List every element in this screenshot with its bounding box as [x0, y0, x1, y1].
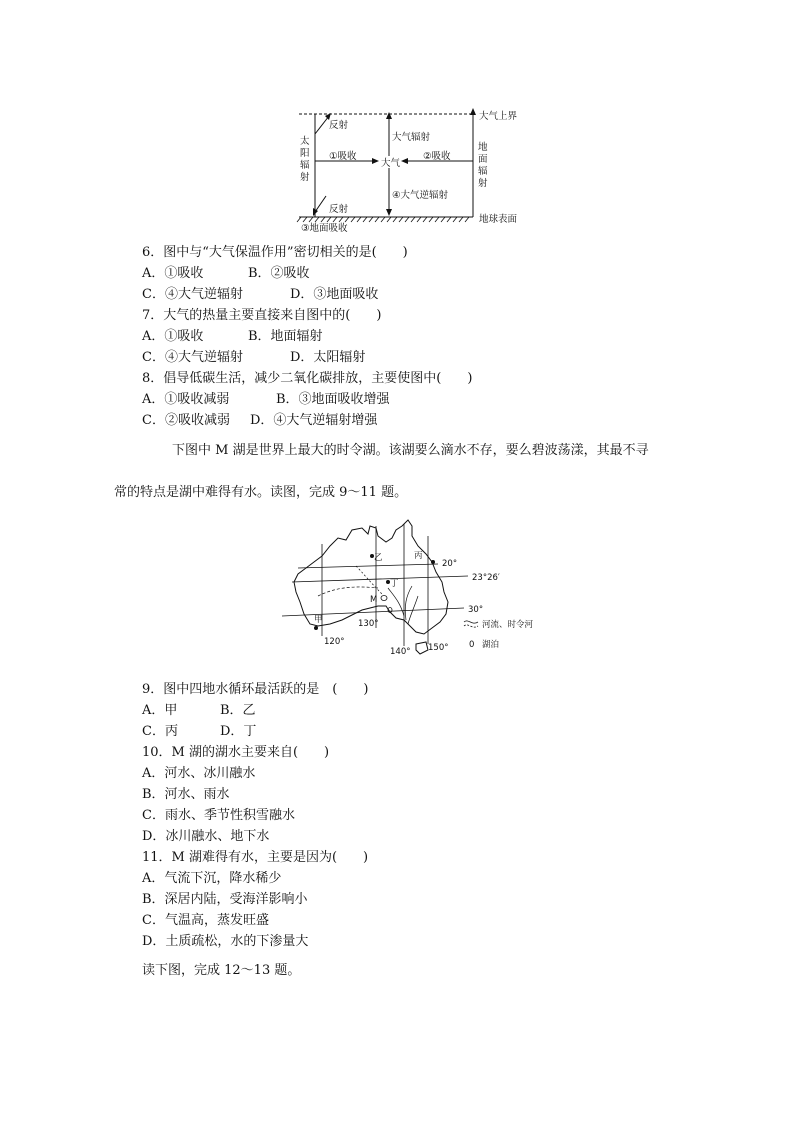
q7-option-a: A．①吸收	[142, 329, 204, 344]
q11-option-c: C．气温高，蒸发旺盛	[142, 913, 269, 928]
counter-radiation-label: ④大气逆辐射	[392, 190, 449, 201]
outro-text: 读下图，完成 12～13 题。	[142, 963, 301, 978]
q8-option-d: D．④大气逆辐射增强	[250, 413, 378, 428]
q6-option-c: C．④大气逆辐射	[142, 287, 243, 302]
legend-lake-symbol: 0	[469, 640, 475, 650]
point-jia-label: 甲	[314, 615, 323, 625]
atmosphere-diagram	[295, 104, 535, 234]
ground-char-4: 射	[478, 178, 488, 189]
q7-option-c: C．④大气逆辐射	[142, 350, 243, 365]
lat-2326-label: 23°26′	[472, 573, 500, 583]
q9-option-d: D．丁	[220, 724, 257, 739]
lat-20-label: 20°	[442, 559, 458, 569]
q10-option-c: C．雨水、季节性积雪融水	[142, 808, 295, 823]
australia-map	[278, 516, 540, 658]
point-yi-label: 乙	[374, 553, 383, 563]
q6-option-d: D．③地面吸收	[290, 287, 379, 302]
q8-option-c: C．②吸收减弱	[142, 413, 230, 428]
q9-option-a: A．甲	[142, 703, 178, 718]
center-atm-label: 大气	[381, 158, 401, 169]
lon-120-label: 120°	[324, 637, 345, 647]
absorb1-label: ①吸收	[329, 151, 357, 162]
ground-char-3: 辐	[478, 166, 488, 177]
q8-stem: 8．倡导低碳生活，减少二氧化碳排放，主要使图中( )	[142, 371, 473, 386]
q6-option-a: A．①吸收	[142, 266, 204, 281]
lat-30-label: 30°	[468, 605, 484, 615]
q9-option-c: C．丙	[142, 724, 178, 739]
solar-char-2: 阳	[300, 148, 310, 159]
legend-lake-label: 湖泊	[482, 640, 500, 650]
point-bing-label: 丙	[414, 551, 423, 561]
lon-150-label: 150°	[428, 643, 449, 653]
q6-option-b: B．②吸收	[248, 266, 310, 281]
lon-140-label: 140°	[390, 647, 411, 657]
q8-option-b: B．③地面吸收增强	[276, 392, 390, 407]
q7-option-b: B．地面辐射	[248, 329, 323, 344]
q10-stem: 10．M 湖的湖水主要来自( )	[142, 745, 330, 760]
point-ding-label: 丁	[390, 579, 399, 589]
q8-option-a: A．①吸收减弱	[142, 392, 230, 407]
top-boundary-label: 大气上界	[479, 111, 518, 122]
q7-stem: 7．大气的热量主要直接来自图中的( )	[142, 308, 382, 323]
q11-option-b: B．深居内陆，受海洋影响小	[142, 892, 308, 907]
ground-absorb-label: ③地面吸收	[301, 223, 348, 234]
solar-char-3: 辐	[300, 160, 310, 171]
lon-130-label: 130°	[358, 619, 379, 629]
reflect-top-label: 反射	[329, 120, 349, 131]
q11-option-a: A．气流下沉，降水稀少	[142, 871, 282, 886]
reflect-bottom-label: 反射	[329, 204, 349, 215]
q11-option-d: D．土质疏松，水的下渗量大	[142, 934, 309, 949]
ground-surface-label: 地球表面	[479, 214, 518, 225]
solar-char-1: 太	[300, 136, 310, 147]
atm-radiation-label: 大气辐射	[392, 132, 431, 143]
ground-char-2: 面	[478, 154, 488, 165]
q11-stem: 11．M 湖难得有水，主要是因为( )	[142, 850, 369, 865]
legend-river-label: 河流、时令河	[482, 620, 534, 630]
intro-line-1: 下图中 M 湖是世界上最大的时令湖。该湖要么滴水不存，要么碧波荡漾，其最不寻	[172, 443, 649, 458]
q6-stem: 6．图中与“大气保温作用”密切相关的是( )	[142, 245, 408, 260]
lake-m-label: M	[370, 595, 378, 605]
intro-line-2: 常的特点是湖中难得有水。读图，完成 9～11 题。	[114, 485, 408, 500]
q10-option-b: B．河水、雨水	[142, 787, 230, 802]
ground-char-1: 地	[478, 142, 488, 153]
q10-option-d: D．冰川融水、地下水	[142, 829, 270, 844]
q9-option-b: B．乙	[220, 703, 256, 718]
q7-option-d: D．太阳辐射	[290, 350, 366, 365]
solar-char-4: 射	[300, 172, 310, 183]
q9-stem: 9．图中四地水循环最活跃的是 ( )	[142, 682, 369, 697]
absorb2-label: ②吸收	[423, 151, 451, 162]
q10-option-a: A．河水、冰川融水	[142, 766, 256, 781]
